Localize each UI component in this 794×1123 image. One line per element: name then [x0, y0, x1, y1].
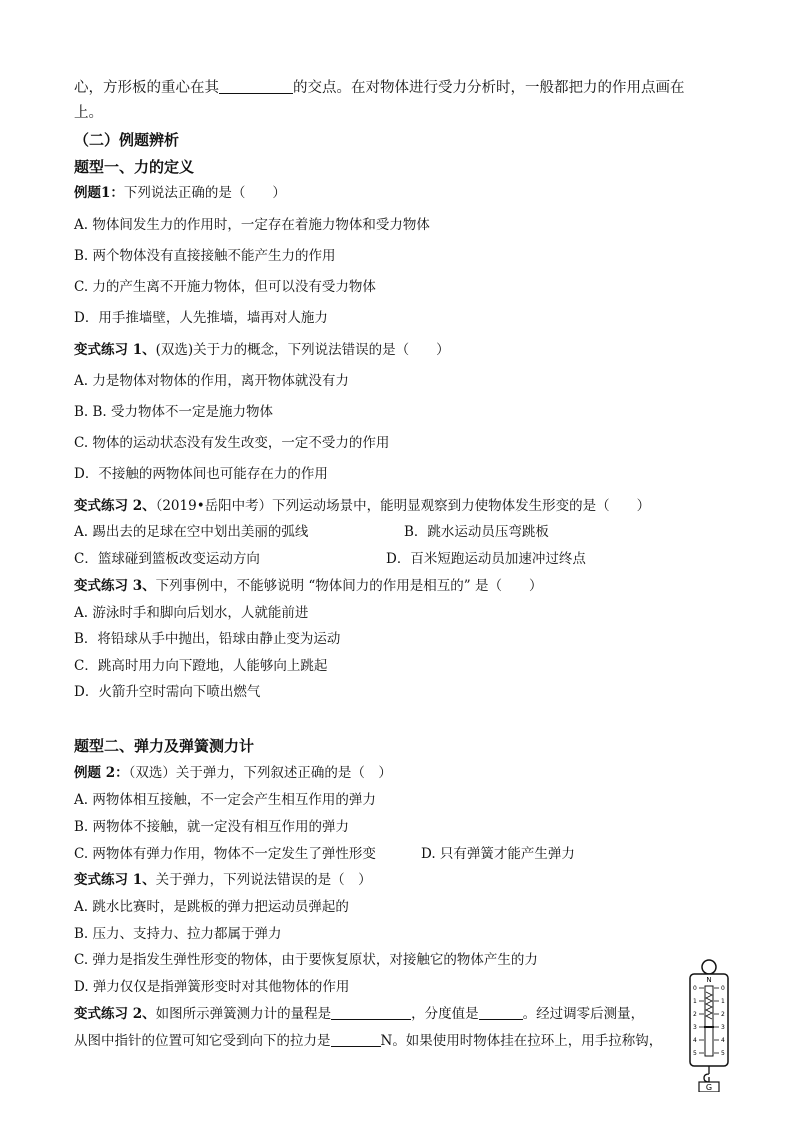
example2-option-a: A. 两物体相互接触，不一定会产生相互作用的弹力 [74, 792, 376, 808]
example1-option-a: A. 物体间发生力的作用时，一定存在着施力物体和受力物体 [74, 217, 430, 233]
t1-ex1-option-d: D．不接触的两物体间也可能存在力的作用 [74, 466, 328, 482]
t1-ex2-option-a: A. 踢出去的足球在空中划出美丽的弧线 [74, 524, 309, 540]
example2-option-d: D. 只有弹簧才能产生弹力 [421, 846, 575, 862]
intro-text-b: 的交点。在对物体进行受力分析时，一般都把力的作用点画在 [293, 80, 685, 96]
force-blank [331, 1032, 381, 1047]
scale-pointer [704, 1026, 714, 1028]
t1-ex2-option-b: B．跳水运动员压弯跳板 [404, 524, 549, 540]
t1-ex2-stem: 变式练习 2、（2019•岳阳中考）下列运动场景中，能明显观察到力使物体发生形变的是（ ） [74, 498, 651, 514]
t2-ex2-label: 变式练习 2、 [74, 1006, 156, 1022]
range-blank [331, 1005, 411, 1020]
tick-label-right: 3 [721, 1024, 725, 1031]
tick-label-right: 1 [721, 998, 725, 1005]
t1-ex3-option-a: A. 游泳时手和脚向后划水，人就能前进 [74, 605, 309, 621]
t1-ex2-option-d: D．百米短跑运动员加速冲过终点 [386, 551, 586, 567]
t2-ex1-stem: 变式练习 1、关于弹力，下列说法错误的是（ ） [74, 872, 372, 888]
tick-label-right: 2 [721, 1011, 725, 1018]
t2-ex1-option-c: C. 弹力是指发生弹性形变的物体，由于要恢复原状，对接触它的物体产生的力 [74, 952, 538, 968]
t1-ex2-option-c: C．篮球碰到篮板改变运动方向 [74, 551, 260, 567]
tick-label-right: 0 [721, 985, 725, 992]
t1-ex1-label: 变式练习 1、 [74, 342, 156, 358]
example1-option-b: B. 两个物体没有直接接触不能产生力的作用 [74, 248, 336, 264]
tick-label-right: 4 [721, 1037, 725, 1044]
t1-ex3-stem: 变式练习 3、下列事例中，不能够说明 “物体间力的作用是相互的” 是（ ） [74, 578, 543, 594]
type1-title: 题型一、力的定义 [74, 158, 195, 176]
type2-title: 题型二、弹力及弹簧测力计 [74, 737, 255, 755]
t1-ex3-option-d: D．火箭升空时需向下喷出燃气 [74, 684, 261, 700]
answer-blank [219, 79, 293, 94]
t2-ex2-stem: 变式练习 2、如图所示弹簧测力计的量程是 ，分度值是 。经过调零后测量， [74, 1006, 645, 1022]
tick-label-left: 1 [693, 998, 697, 1005]
example2-option-b: B. 两物体不接触，就一定没有相互作用的弹力 [74, 819, 350, 835]
intro-line-1 [74, 79, 685, 97]
intro-line-2: 上。 [74, 105, 103, 121]
section-title: （二）例题辨析 [74, 131, 180, 149]
spring-scale-figure [684, 958, 734, 1092]
t2-ex1-option-d: D. 弹力仅仅是指弹簧形变时对其他物体的作用 [74, 979, 350, 995]
weight-label: G [705, 1083, 713, 1092]
division-blank [479, 1005, 523, 1020]
t2-ex1-label: 变式练习 1、 [74, 872, 156, 888]
t1-ex1-stem: 变式练习 1、(双选)关于力的概念，下列说法错误的是（ ） [74, 342, 450, 358]
t2-ex2-line-2: 从图中指针的位置可知它受到向下的拉力是 N。如果使用时物体挂在拉环上，用手拉称钩， [74, 1033, 663, 1049]
intro-text-a: 心，方形板的重心在其 [74, 80, 219, 96]
t1-ex1-option-a: A. 力是物体对物体的作用，离开物体就没有力 [74, 373, 349, 389]
scale-top-letter: N [706, 976, 712, 984]
t1-ex2-label: 变式练习 2、 [74, 498, 156, 514]
example1-option-d: D．用手推墙壁，人先推墙，墙再对人施力 [74, 310, 328, 326]
example2-option-c: C. 两物体有弹力作用，物体不一定发生了弹性形变 [74, 846, 376, 862]
scale-top-ring [702, 960, 716, 974]
t1-ex3-label: 变式练习 3、 [74, 578, 156, 594]
tick-label-right: 5 [721, 1050, 725, 1057]
t1-ex3-option-b: B．将铅球从手中抛出，铅球由静止变为运动 [74, 631, 341, 647]
example1-option-c: C. 力的产生离不开施力物体，但可以没有受力物体 [74, 279, 376, 295]
tick-label-left: 4 [693, 1037, 697, 1044]
tick-label-left: 3 [693, 1024, 697, 1031]
tick-label-left: 2 [693, 1011, 697, 1018]
example2-label: 例题 2： [74, 765, 129, 781]
t1-ex1-option-c: C. 物体的运动状态没有发生改变，一定不受力的作用 [74, 435, 390, 451]
example2-stem: 例题 2：（双选）关于弹力，下列叙述正确的是（ ） [74, 765, 392, 781]
scale-hook [704, 1066, 709, 1082]
tick-label-left: 0 [693, 985, 697, 992]
example1-label: 例题1： [74, 185, 124, 201]
example1-stem: 例题1：下列说法正确的是（ ） [74, 185, 286, 201]
t1-ex3-option-c: C．跳高时用力向下蹬地，人能够向上跳起 [74, 658, 328, 674]
t2-ex1-option-b: B. 压力、支持力、拉力都属于弹力 [74, 926, 282, 942]
t2-ex1-option-a: A. 跳水比赛时，是跳板的弹力把运动员弹起的 [74, 899, 349, 915]
t1-ex1-option-b: B. B. 受力物体不一定是施力物体 [74, 404, 274, 420]
tick-label-left: 5 [693, 1050, 697, 1057]
